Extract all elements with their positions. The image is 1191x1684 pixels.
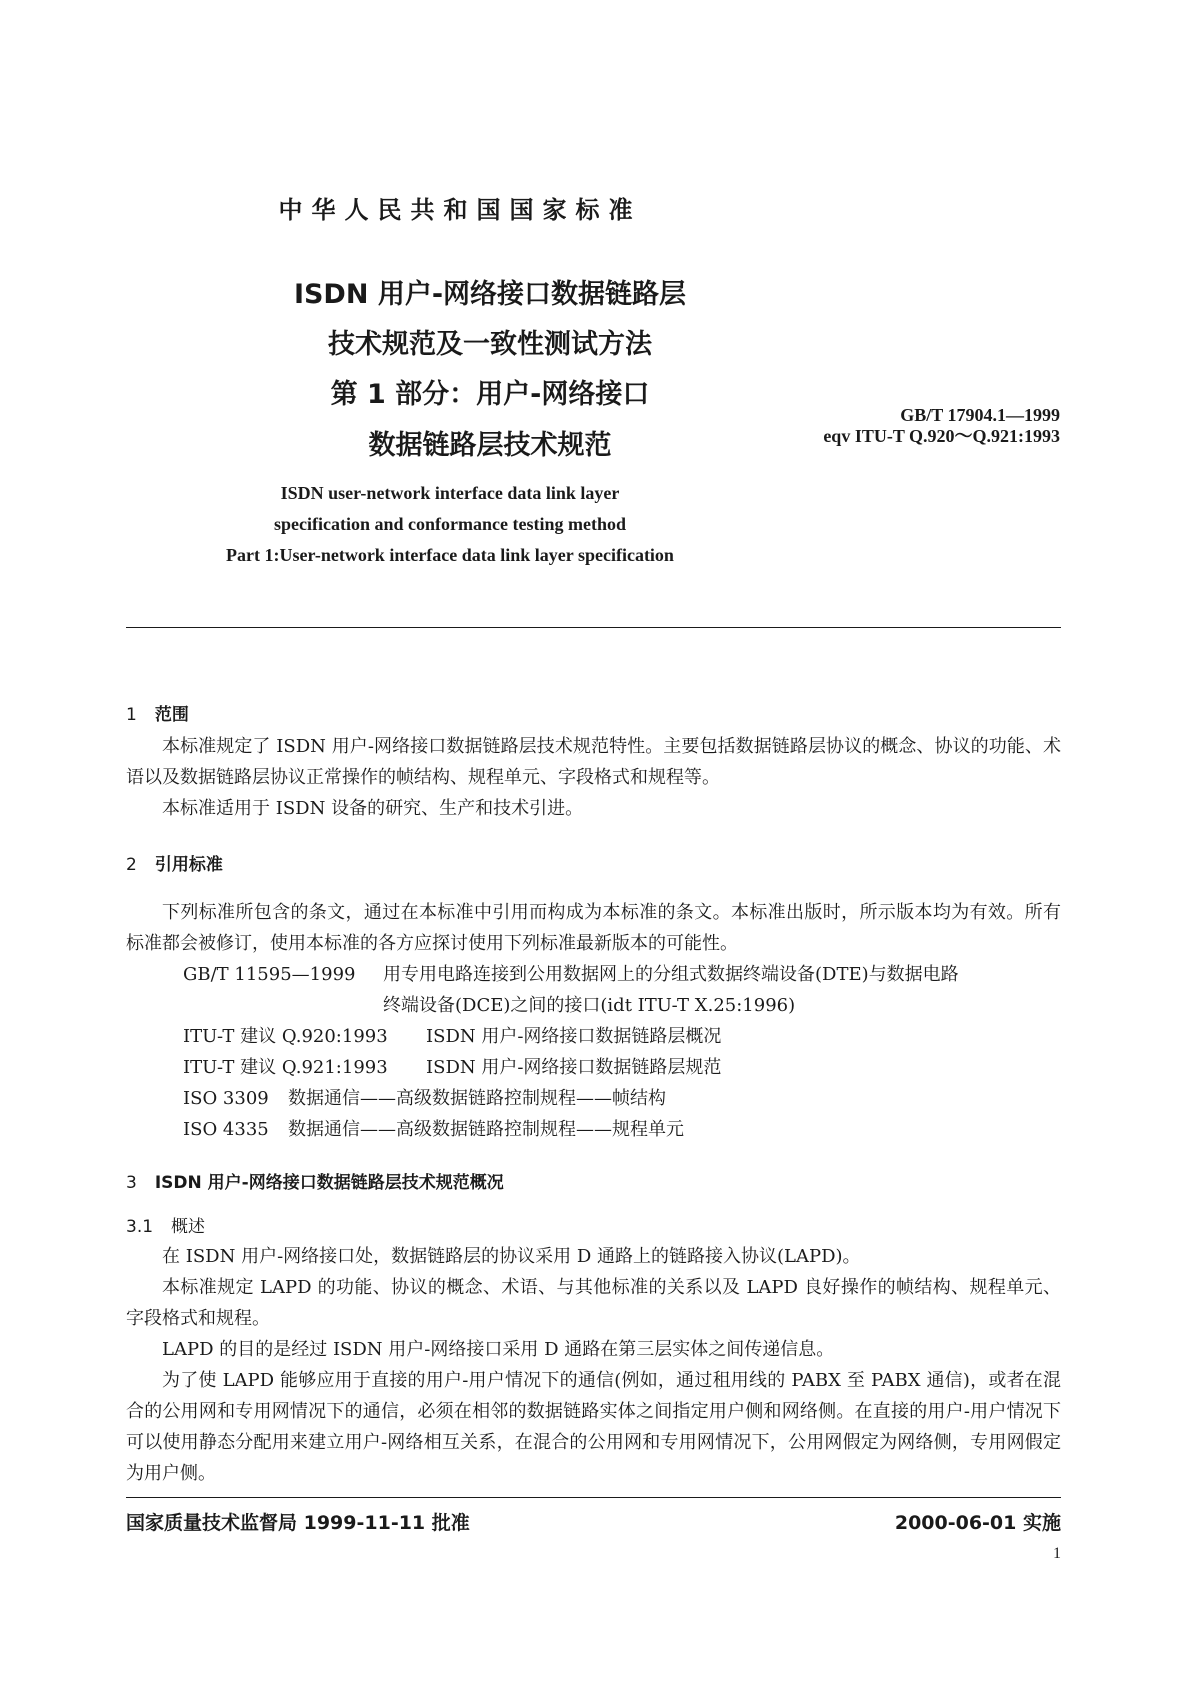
- reference-title: ISDN 用户-网络接口数据链路层概况: [426, 1026, 722, 1047]
- approval-date: 国家质量技术监督局 1999-11-11 批准: [126, 1512, 470, 1534]
- section-title: ISDN 用户-网络接口数据链路层技术规范概况: [154, 1173, 504, 1193]
- reference-title: ISDN 用户-网络接口数据链路层规范: [426, 1057, 722, 1078]
- page-number: 1: [1053, 1545, 1061, 1562]
- equivalent-standard: eqv ITU-T Q.920～Q.921:1993: [823, 426, 1060, 446]
- reference-code: GB/T 11595—1999: [183, 964, 356, 985]
- section-3-heading: [126, 1168, 504, 1193]
- section-title: 引用标准: [154, 855, 223, 875]
- footer-divider: [126, 1497, 1061, 1498]
- section-1-heading: [126, 700, 189, 725]
- paragraph: 本标准规定了 ISDN 用户-网络接口数据链路层技术规范特性。主要包括数据链路层协议的概念、协议的功能、术语以及数据链路层协议正常操作的帧结构、规程单元、字段格式和规程等。: [126, 736, 1061, 788]
- section-number: 3: [126, 1173, 137, 1193]
- paragraph: 本标准适用于 ISDN 设备的研究、生产和技术引进。: [162, 798, 584, 819]
- chinese-title-line-3: 第 1 部分：用户-网络接口: [330, 379, 650, 410]
- reference-code: ITU-T 建议 Q.920:1993: [183, 1026, 388, 1047]
- reference-title: 数据通信——高级数据链路控制规程——帧结构: [288, 1088, 666, 1109]
- effective-date: 2000-06-01 实施: [894, 1512, 1061, 1534]
- reference-title: 用专用电路连接到公用数据网上的分组式数据终端设备(DTE)与数据电路: [383, 964, 959, 985]
- reference-code: ISO 4335: [183, 1119, 269, 1140]
- subsection-title: 概述: [171, 1217, 206, 1237]
- chinese-title-line-4: 数据链路层技术规范: [368, 430, 612, 461]
- reference-code: ISO 3309: [183, 1088, 269, 1109]
- paragraph: 下列标准所包含的条文，通过在本标准中引用而构成为本标准的条文。本标准出版时，所示版本均为有效。所有标准都会被修订，使用本标准的各方应探讨使用下列标准最新版本的可能性。: [126, 902, 1061, 954]
- section-title: 范围: [154, 705, 189, 725]
- header-divider: [126, 627, 1061, 628]
- national-standard-heading: 中华人民共和国国家标准: [278, 196, 642, 224]
- section-number: 1: [126, 705, 137, 725]
- reference-title: 数据通信——高级数据链路控制规程——规程单元: [288, 1119, 684, 1140]
- paragraph: 在 ISDN 用户-网络接口处，数据链路层的协议采用 D 通路上的链路接入协议(LAPD)。: [162, 1246, 861, 1267]
- standard-code: GB/T 17904.1—1999: [900, 405, 1060, 425]
- subsection-number: 3.1: [126, 1217, 154, 1237]
- paragraph: LAPD 的目的是经过 ISDN 用户-网络接口采用 D 通路在第三层实体之间传递信息。: [162, 1339, 835, 1360]
- english-title-line-3: Part 1:User-network interface data link layer specification: [226, 545, 674, 565]
- english-title-line-1: ISDN user-network interface data link layer: [280, 483, 620, 503]
- reference-code: ITU-T 建议 Q.921:1993: [183, 1057, 388, 1078]
- paragraph: 本标准规定 LAPD 的功能、协议的概念、术语、与其他标准的关系以及 LAPD 良好操作的帧结构、规程单元、字段格式和规程。: [126, 1277, 1061, 1329]
- paragraph: 为了使 LAPD 能够应用于直接的用户-用户情况下的通信(例如，通过租用线的 PABX 至 PABX 通信)，或者在混合的公用网和专用网情况下的通信，必须在相邻的数据链路实体之间指定用户侧和网络侧。在直接的用户-用户情况下可以使用静态分配用来建立用户-网络相互关系，在混合的公用网和专用网情况下，公用网假定为网络侧，专用网假定为用户侧。: [126, 1370, 1061, 1484]
- english-title-line-2: specification and conformance testing method: [274, 514, 626, 534]
- reference-title-continued: 终端设备(DCE)之间的接口(idt ITU-T X.25:1996): [383, 995, 796, 1016]
- subsection-3-1-heading: [126, 1212, 205, 1237]
- section-2-heading: [126, 850, 223, 875]
- chinese-title-line-2: 技术规范及一致性测试方法: [328, 329, 652, 360]
- chinese-title-line-1: ISDN 用户-网络接口数据链路层: [293, 279, 687, 310]
- section-number: 2: [126, 855, 137, 875]
